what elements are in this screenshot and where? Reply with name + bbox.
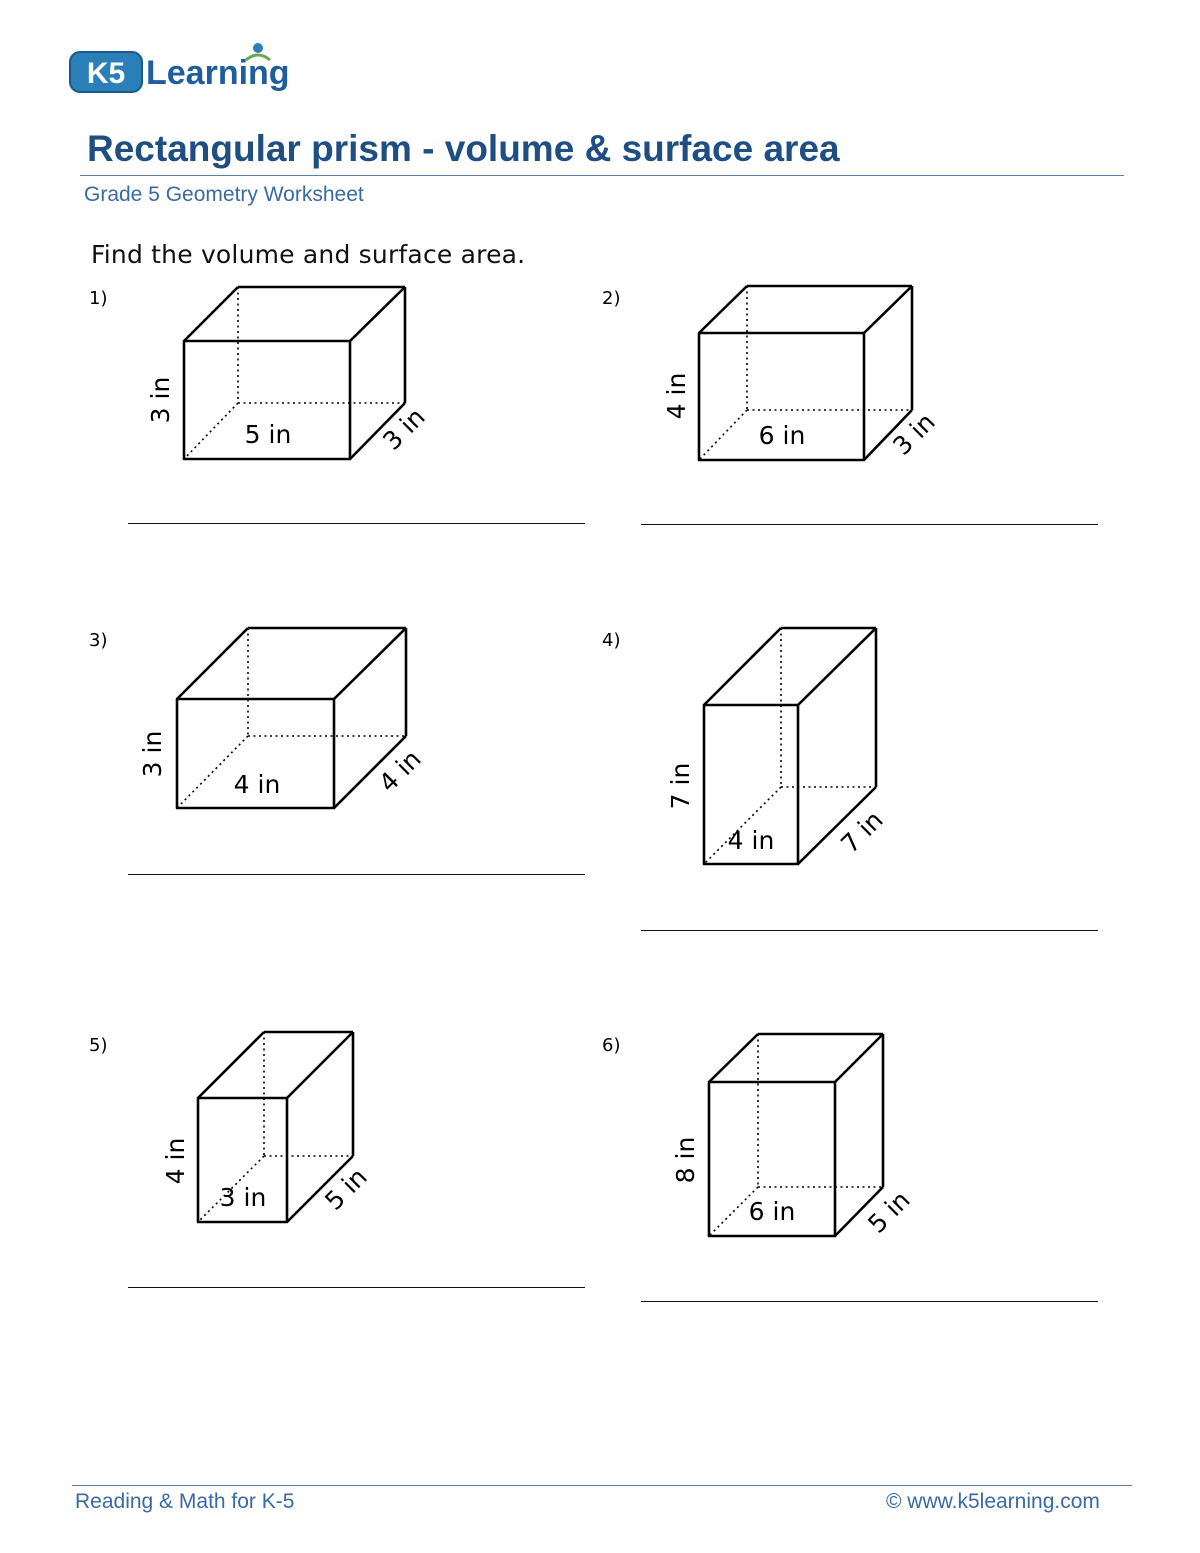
- prism-3: [138, 628, 427, 808]
- prism-1-height-label: 3 in: [146, 376, 175, 424]
- prism-5-depth-label: 5 in: [319, 1162, 373, 1216]
- page-title: Rectangular prism - volume & surface area: [87, 128, 840, 169]
- prism-5-height-label: 4 in: [161, 1137, 190, 1185]
- prism-3-depth-label: 4 in: [373, 744, 427, 798]
- footer-divider: [72, 1485, 1132, 1486]
- prism-2: [662, 286, 941, 461]
- prism-3-height-label: 3 in: [138, 730, 167, 778]
- prism-2-width-label: 6 in: [758, 421, 806, 450]
- problem-5-number: 5): [89, 1035, 108, 1056]
- prism-6: [671, 1034, 916, 1239]
- prism-1-depth-label: 3 in: [377, 402, 431, 456]
- svg-text:K5: K5: [86, 57, 126, 90]
- prism-6-width-label: 6 in: [748, 1197, 796, 1226]
- prism-6-depth-label: 5 in: [862, 1185, 916, 1239]
- instruction-text: Find the volume and surface area.: [91, 240, 526, 269]
- problem-1-number: 1): [89, 288, 108, 309]
- footer-tagline: Reading & Math for K-5: [75, 1490, 295, 1513]
- prism-5-width-label: 3 in: [219, 1183, 267, 1212]
- prism-4-height-label: 7 in: [666, 762, 695, 810]
- problem-4-number: 4): [602, 630, 621, 651]
- page-subtitle: Grade 5 Geometry Worksheet: [84, 183, 364, 206]
- prism-4: [666, 628, 889, 864]
- prism-1: [146, 287, 431, 459]
- prism-5: [161, 1032, 373, 1222]
- prism-4-width-label: 4 in: [727, 826, 775, 855]
- svg-text:Learning: Learning: [146, 54, 290, 92]
- prism-2-height-label: 4 in: [662, 372, 691, 420]
- prism-1-width-label: 5 in: [244, 420, 292, 449]
- footer-website-link[interactable]: © www.k5learning.com: [886, 1490, 1100, 1513]
- prism-4-depth-label: 7 in: [835, 805, 889, 859]
- problem-6-number: 6): [602, 1035, 621, 1056]
- problem-2-number: 2): [602, 288, 621, 309]
- problem-3-number: 3): [89, 630, 108, 651]
- prism-2-depth-label: 3 in: [887, 407, 941, 461]
- prism-3-width-label: 4 in: [233, 770, 281, 799]
- prism-6-height-label: 8 in: [671, 1136, 700, 1184]
